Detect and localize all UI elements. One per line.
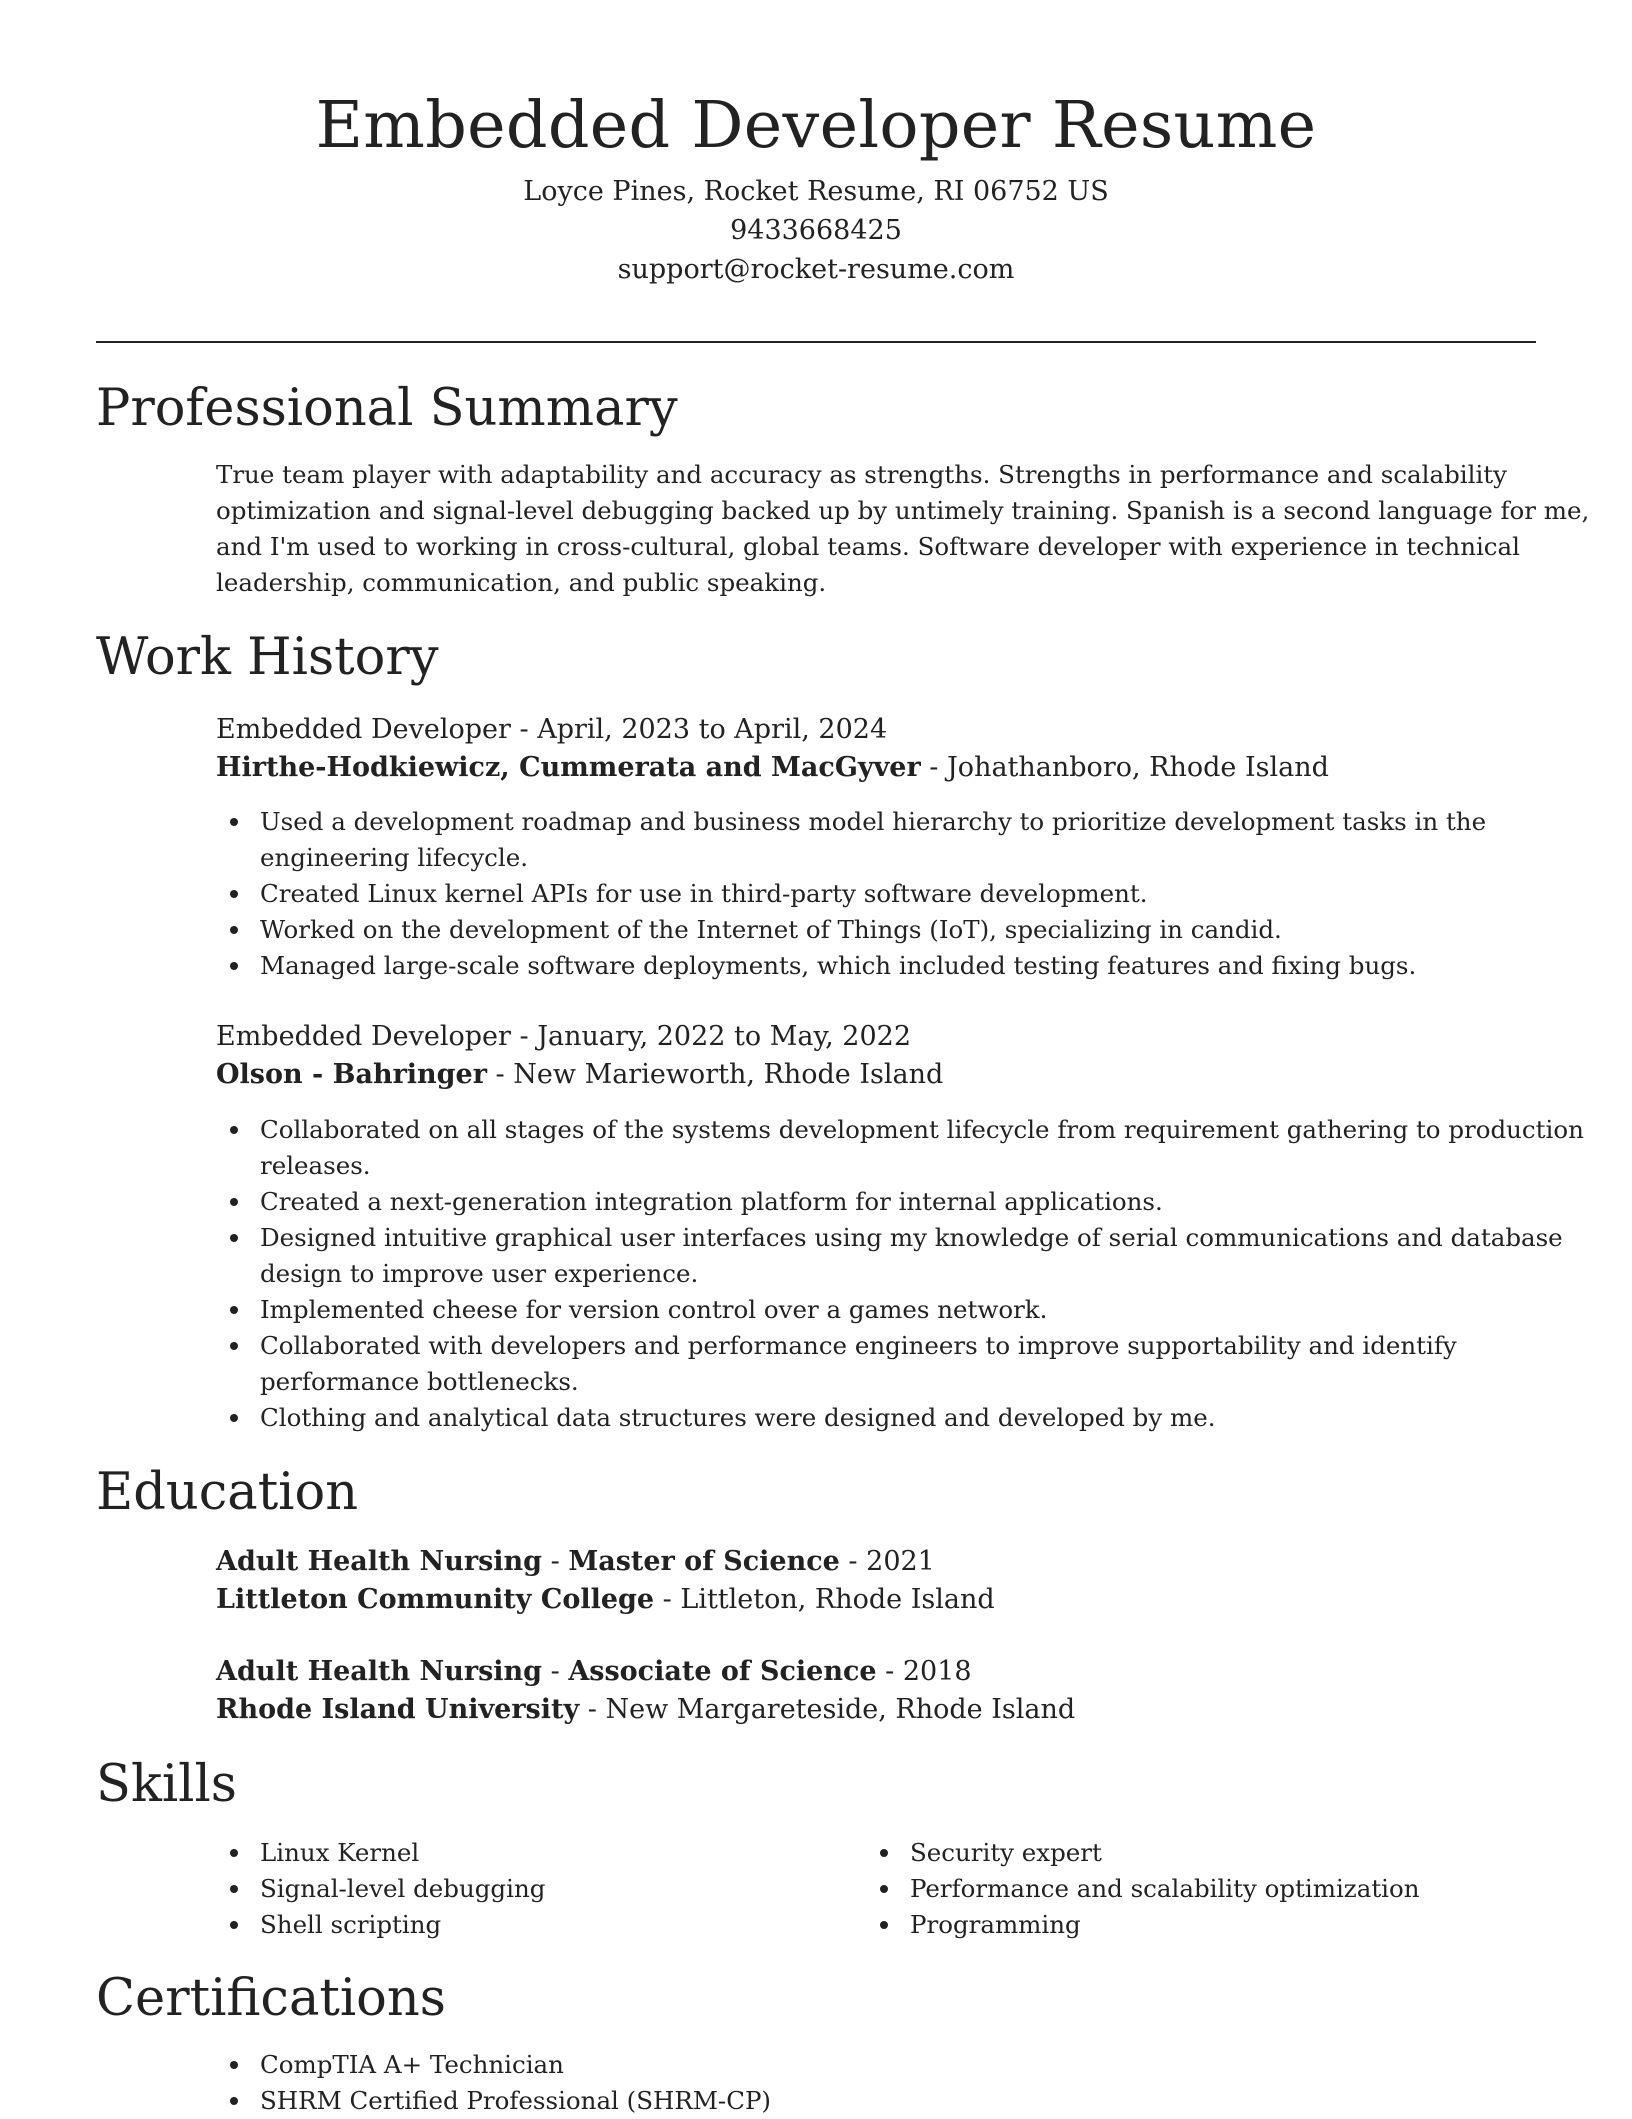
section-title-education: Education (96, 1463, 359, 1522)
header-divider (96, 341, 1536, 343)
job-dates: January, 2022 to May, 2022 (537, 1021, 912, 1052)
separator: - (542, 1546, 569, 1577)
resume-header (96, 80, 1536, 289)
section-title-summary: Professional Summary (96, 379, 678, 438)
list-item (216, 1220, 1563, 1292)
job-company: Hirthe-Hodkiewicz, Cummerata and MacGyver (216, 752, 921, 783)
list-item (216, 1292, 1536, 1328)
separator: - (510, 1021, 538, 1052)
education-entry (216, 1653, 1536, 1729)
bullet-line: Collaborated on all stages of the systems development lifecycle from requirement gathering to production (260, 1115, 1584, 1144)
education-school-line (216, 1691, 1536, 1729)
education-degree: Associate of Science (568, 1656, 877, 1687)
list-item: Performance and scalability optimization (866, 1871, 1516, 1907)
contact-phone: 9433668425 (730, 215, 902, 246)
bullet-line: Created a next-generation integration platform for internal applications. (260, 1187, 1163, 1216)
list-item: SHRM Certified Professional (SHRM-CP) (216, 2083, 1536, 2119)
skills-column-left (216, 1835, 866, 1943)
section-title-work: Work History (96, 628, 439, 687)
contact-address: Loyce Pines, Rocket Resume, RI 06752 US (523, 176, 1109, 207)
list-item: Programming (866, 1907, 1516, 1943)
list-item (216, 876, 1536, 912)
summary-line: and I'm used to working in cross-cultural, global teams. Software developer with experience in technical (216, 532, 1520, 561)
bullet-line: Worked on the development of the Internet of Things (IoT), specializing in candid. (260, 915, 1282, 944)
job-dates: April, 2023 to April, 2024 (537, 714, 888, 745)
list-item (216, 1184, 1536, 1220)
page-title: Embedded Developer Resume (315, 88, 1317, 163)
bullet-line: Created Linux kernel APIs for use in third-party software development. (260, 879, 1148, 908)
education-school-line (216, 1581, 1536, 1619)
bullet-line: performance bottlenecks. (260, 1367, 579, 1396)
separator: - (920, 752, 947, 783)
summary-line: optimization and signal-level debugging backed up by untimely training. Spanish is a second language for me, (216, 496, 1590, 525)
separator: - (654, 1584, 681, 1615)
job-title: Embedded Developer (216, 714, 511, 745)
bullet-line: Collaborated with developers and performance engineers to improve supportability and identify (260, 1331, 1457, 1360)
skills-column-right (866, 1835, 1516, 1943)
bullet-line: Used a development roadmap and business model hierarchy to prioritize development tasks in the (260, 807, 1487, 836)
education-field: Adult Health Nursing (216, 1546, 543, 1577)
separator: - (579, 1694, 606, 1725)
list-item (216, 912, 1536, 948)
section-title-skills: Skills (96, 1755, 237, 1814)
education-location: New Margareteside, Rhode Island (605, 1694, 1076, 1725)
list-item: Security expert (866, 1835, 1516, 1871)
separator: - (542, 1656, 569, 1687)
bullet-line: Implemented cheese for version control over a games network. (260, 1295, 1048, 1324)
job-title-line (216, 711, 1536, 749)
job-location: New Marieworth, Rhode Island (513, 1059, 944, 1090)
list-item: Signal-level debugging (216, 1871, 866, 1907)
job-company: Olson - Bahringer (216, 1059, 487, 1090)
separator: - (510, 714, 538, 745)
list-item (216, 1112, 1584, 1184)
list-item (216, 1328, 1536, 1400)
bullet-line: releases. (260, 1151, 371, 1180)
job-entry (216, 711, 1536, 787)
summary-text (216, 457, 1590, 601)
bullet-line: engineering lifecycle. (260, 843, 529, 872)
list-item: CompTIA A+ Technician (216, 2047, 1536, 2083)
contact-info (96, 172, 1536, 289)
education-degree-line (216, 1543, 1536, 1581)
bullet-line: Managed large-scale software deployments, which included testing features and fixing bugs. (260, 951, 1417, 980)
section-title-certifications: Certifications (96, 1969, 446, 2028)
bullet-line: Designed intuitive graphical user interfaces using my knowledge of serial communications and database (260, 1223, 1563, 1252)
list-item (216, 804, 1536, 876)
education-year: 2021 (866, 1546, 935, 1577)
contact-email: support@rocket-resume.com (617, 254, 1015, 285)
education-degree: Master of Science (568, 1546, 840, 1577)
education-location: Littleton, Rhode Island (680, 1584, 995, 1615)
certifications-list (216, 2047, 1536, 2119)
job-entry (216, 1018, 1536, 1094)
education-year: 2018 (902, 1656, 972, 1687)
job-company-line (216, 1056, 1536, 1094)
list-item: Linux Kernel (216, 1835, 866, 1871)
job-location: Johathanboro, Rhode Island (946, 752, 1329, 783)
summary-line: leadership, communication, and public speaking. (216, 568, 827, 597)
job-company-line (216, 749, 1536, 787)
summary-line: True team player with adaptability and accuracy as strengths. Strengths in performance and scalability (216, 460, 1507, 489)
list-item (216, 1400, 1536, 1436)
education-entry (216, 1543, 1536, 1619)
job-title-line (216, 1018, 1536, 1056)
bullet-line: Clothing and analytical data structures were designed and developed by me. (260, 1403, 1216, 1432)
education-school: Littleton Community College (216, 1584, 655, 1615)
list-item: Shell scripting (216, 1907, 866, 1943)
education-degree-line (216, 1653, 1536, 1691)
education-field: Adult Health Nursing (216, 1656, 543, 1687)
job-title: Embedded Developer (216, 1021, 511, 1052)
separator: - (839, 1546, 867, 1577)
job-bullets (216, 1112, 1584, 1436)
job-bullets (216, 804, 1536, 984)
separator: - (876, 1656, 903, 1687)
separator: - (486, 1059, 514, 1090)
skills-list (216, 1835, 1536, 1943)
bullet-line: design to improve user experience. (260, 1259, 699, 1288)
list-item (216, 948, 1536, 984)
education-school: Rhode Island University (216, 1694, 580, 1725)
